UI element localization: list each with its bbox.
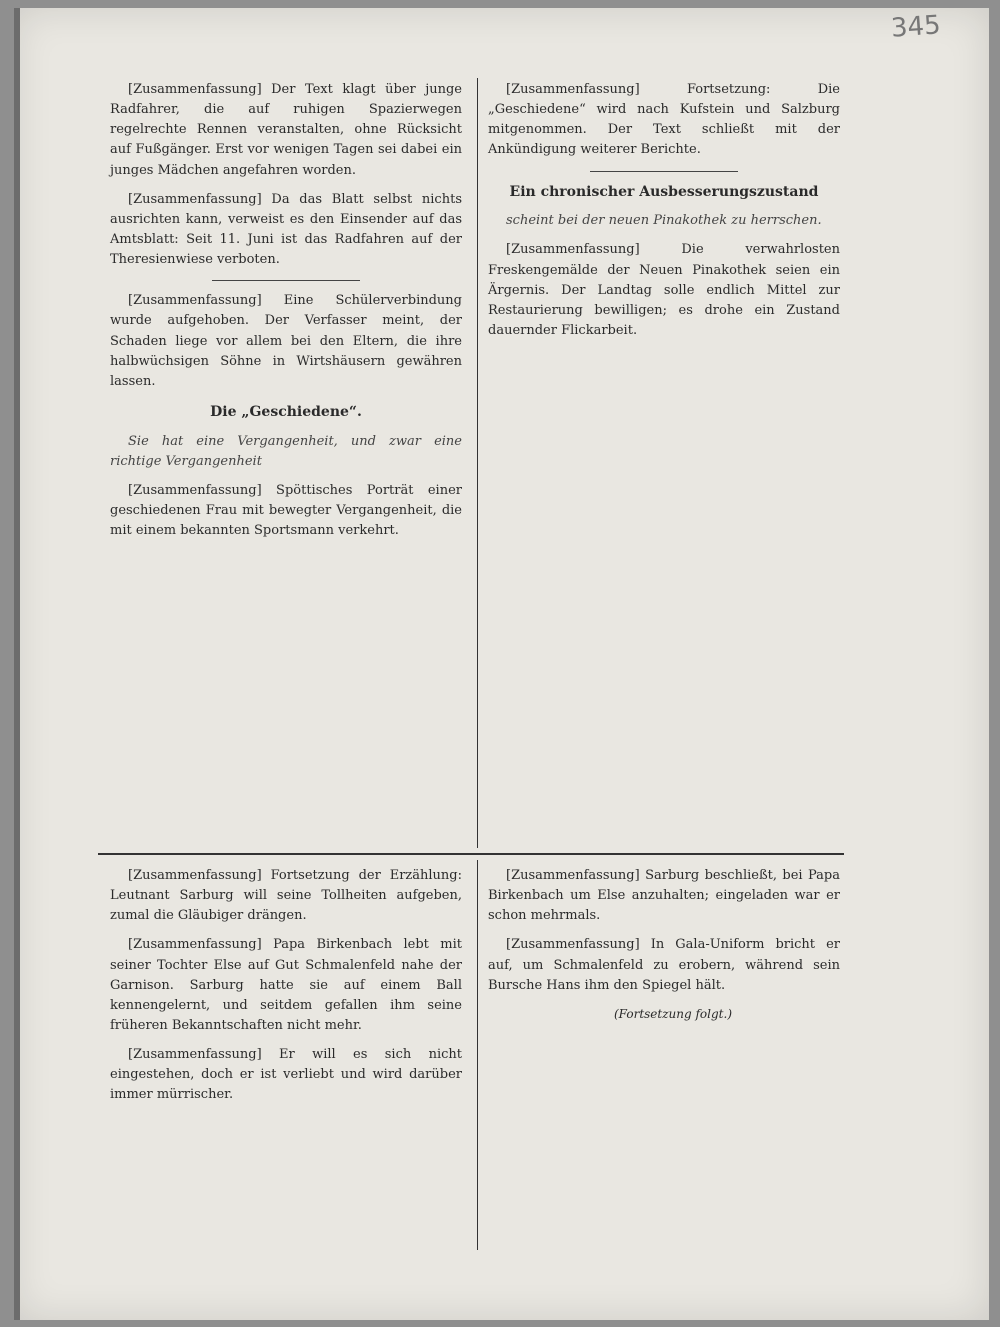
page-number: 345 <box>890 10 942 44</box>
column-divider <box>477 860 478 1250</box>
paragraph: [Zusammenfassung] Fortsetzung: Die „Geschiedene“ wird nach Kufstein und Salzburg mitgenommen. Der Text schließt mit der Ankündigung weiterer Berichte. <box>488 82 840 158</box>
paragraph: [Zusammenfassung] Spöttisches Porträt einer geschiedenen Frau mit bewegter Vergangenheit, die mit einem bekannten Sportsmann verkehrt. <box>110 482 462 539</box>
quoted-opening: scheint bei der neuen Pinakothek zu herrschen. <box>506 213 822 229</box>
binding-edge <box>14 8 20 1320</box>
paragraph: [Zusammenfassung] In Gala-Uniform bricht er auf, um Schmalenfeld zu erobern, während sein Bursche Hans ihm den Spiegel hält. <box>488 937 840 993</box>
paragraph: [Zusammenfassung] Da das Blatt selbst nichts ausrichten kann, verweist es den Einsender auf das Amtsblatt: Seit 11. Juni ist das Radfahren auf der Theresienwiese verboten. <box>110 191 462 268</box>
paragraph: [Zusammenfassung] Sarburg beschließt, bei Papa Birkenbach um Else anzuhalten; eingeladen war er schon mehrmals. <box>488 868 840 924</box>
newspaper-page <box>14 8 989 1320</box>
section-divider <box>212 280 360 281</box>
article-heading: Die „Geschiedene“. <box>210 403 362 420</box>
paragraph: [Zusammenfassung] Eine Schülerverbindung wurde aufgehoben. Der Verfasser meint, der Schaden liege vor allem bei den Eltern, die ihre halbwüchsigen Söhne in Wirtshäusern gewähren lassen. <box>110 293 462 389</box>
paragraph: [Zusammenfassung] Die verwahrlosten Freskengemälde der Neuen Pinakothek seien ein Ärgernis. Der Landtag solle endlich Mittel zur Restaurierung bewilligen; es drohe ein Zustand dauernder Flickarbeit. <box>488 242 840 338</box>
paragraph: [Zusammenfassung] Fortsetzung der Erzählung: Leutnant Sarburg will seine Tollheiten aufgeben, zumal die Gläubiger drängen. <box>110 868 462 924</box>
paragraph: [Zusammenfassung] Papa Birkenbach lebt mit seiner Tochter Else auf Gut Schmalenfeld nahe der Garnison. Sarburg hatte sie auf einem Ball kennengelernt, und seitdem gefallen ihm seine früheren Bekanntschaften nicht mehr. <box>110 937 462 1033</box>
quoted-opening: Sie hat eine Vergangenheit, und zwar eine richtige Vergangenheit <box>110 433 462 469</box>
paragraph: [Zusammenfassung] Der Text klagt über junge Radfahrer, die auf ruhigen Spazierwegen regelrechte Rennen veranstalten, ohne Rücksicht auf Fußgänger. Erst vor wenigen Tagen sei dabei ein junges Mädchen angefahren worden. <box>110 82 462 178</box>
paragraph: [Zusammenfassung] Er will es sich nicht eingestehen, doch er ist verliebt und wird darüber immer mürrischer. <box>110 1047 462 1103</box>
lower-right-column <box>488 866 840 1032</box>
column-divider <box>477 78 478 848</box>
upper-left-column <box>110 80 462 550</box>
serial-separator <box>98 853 844 855</box>
upper-right-column <box>488 80 840 350</box>
continued-note: (Fortsetzung folgt.) <box>614 1006 732 1021</box>
article-heading: Ein chronischer Ausbesserungszustand <box>509 183 819 200</box>
lower-left-column <box>110 866 462 1115</box>
section-divider <box>590 171 738 172</box>
